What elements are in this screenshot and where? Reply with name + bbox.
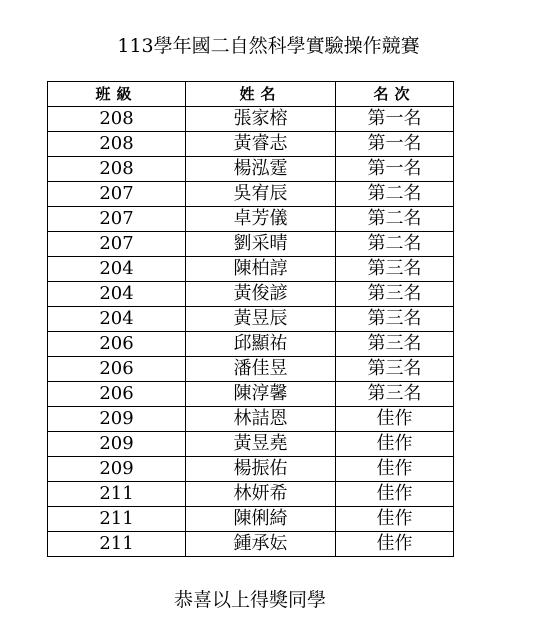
cell-class: 211 xyxy=(48,532,186,557)
cell-name: 楊振佑 xyxy=(186,457,336,482)
cell-rank: 第三名 xyxy=(336,382,454,407)
table-row xyxy=(48,307,454,332)
cell-class: 211 xyxy=(48,482,186,507)
cell-name: 卓芳儀 xyxy=(186,207,336,232)
cell-rank: 佳作 xyxy=(336,507,454,532)
cell-class: 204 xyxy=(48,257,186,282)
cell-name: 鍾承妘 xyxy=(186,532,336,557)
cell-name: 黃睿志 xyxy=(186,132,336,157)
cell-name: 潘佳昱 xyxy=(186,357,336,382)
cell-name: 林詰恩 xyxy=(186,407,336,432)
cell-class: 206 xyxy=(48,332,186,357)
table-row xyxy=(48,282,454,307)
table-body xyxy=(48,107,454,557)
table-row xyxy=(48,482,454,507)
cell-rank: 第二名 xyxy=(336,207,454,232)
cell-rank: 第三名 xyxy=(336,307,454,332)
table-header xyxy=(48,82,454,107)
cell-name: 陳淳馨 xyxy=(186,382,336,407)
cell-name: 陳柏諄 xyxy=(186,257,336,282)
table-row xyxy=(48,132,454,157)
cell-rank: 佳作 xyxy=(336,457,454,482)
cell-rank: 第三名 xyxy=(336,357,454,382)
table-row xyxy=(48,157,454,182)
table-row xyxy=(48,207,454,232)
cell-class: 204 xyxy=(48,307,186,332)
cell-rank: 第二名 xyxy=(336,232,454,257)
header-class: 班級 xyxy=(48,82,186,107)
cell-rank: 佳作 xyxy=(336,532,454,557)
cell-class: 204 xyxy=(48,282,186,307)
cell-class: 209 xyxy=(48,432,186,457)
table-row xyxy=(48,432,454,457)
cell-class: 206 xyxy=(48,382,186,407)
cell-class: 208 xyxy=(48,157,186,182)
cell-rank: 第一名 xyxy=(336,157,454,182)
table-row xyxy=(48,507,454,532)
cell-name: 陳俐綺 xyxy=(186,507,336,532)
cell-name: 劉采晴 xyxy=(186,232,336,257)
cell-class: 209 xyxy=(48,457,186,482)
cell-rank: 佳作 xyxy=(336,407,454,432)
results-table xyxy=(47,81,454,557)
table-row xyxy=(48,257,454,282)
cell-class: 211 xyxy=(48,507,186,532)
cell-name: 吳宥辰 xyxy=(186,182,336,207)
table-row xyxy=(48,107,454,132)
cell-class: 208 xyxy=(48,107,186,132)
cell-rank: 第一名 xyxy=(336,132,454,157)
header-name: 姓名 xyxy=(186,82,336,107)
congratulations-note: 恭喜以上得獎同學 xyxy=(173,589,326,611)
page-title: 113學年國二自然科學實驗操作競賽 xyxy=(117,35,420,57)
cell-name: 邱顯祐 xyxy=(186,332,336,357)
cell-name: 林妍希 xyxy=(186,482,336,507)
cell-name: 黃昱堯 xyxy=(186,432,336,457)
header-row xyxy=(48,82,454,107)
cell-class: 207 xyxy=(48,232,186,257)
header-rank: 名次 xyxy=(336,82,454,107)
cell-name: 黃昱辰 xyxy=(186,307,336,332)
cell-class: 207 xyxy=(48,182,186,207)
cell-name: 楊泓霆 xyxy=(186,157,336,182)
cell-name: 張家榕 xyxy=(186,107,336,132)
table-row xyxy=(48,382,454,407)
table-row xyxy=(48,332,454,357)
cell-rank: 第一名 xyxy=(336,107,454,132)
cell-class: 209 xyxy=(48,407,186,432)
cell-class: 208 xyxy=(48,132,186,157)
cell-rank: 佳作 xyxy=(336,432,454,457)
table-row xyxy=(48,407,454,432)
cell-class: 206 xyxy=(48,357,186,382)
table-row xyxy=(48,357,454,382)
table-row xyxy=(48,182,454,207)
table-row xyxy=(48,457,454,482)
cell-name: 黃俊諺 xyxy=(186,282,336,307)
cell-rank: 第三名 xyxy=(336,257,454,282)
cell-class: 207 xyxy=(48,207,186,232)
cell-rank: 佳作 xyxy=(336,482,454,507)
table-row xyxy=(48,232,454,257)
cell-rank: 第二名 xyxy=(336,182,454,207)
cell-rank: 第三名 xyxy=(336,332,454,357)
cell-rank: 第三名 xyxy=(336,282,454,307)
table-row xyxy=(48,532,454,557)
